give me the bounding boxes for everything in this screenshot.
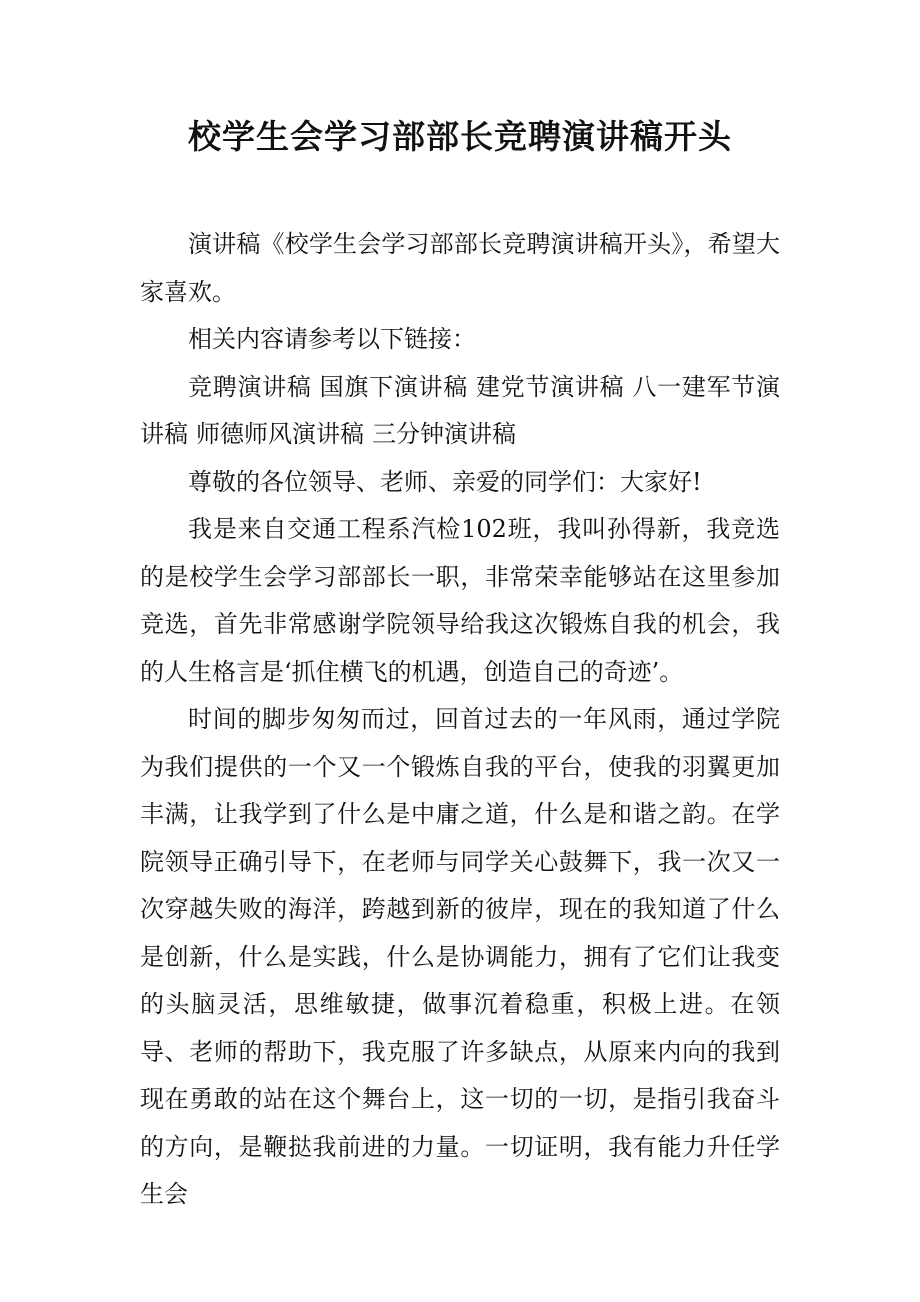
related-links [140,364,780,459]
greeting-paragraph: 尊敬的各位领导、老师、亲爱的同学们：大家好! [188,467,702,496]
document-title: 校学生会学习部部长竞聘演讲稿开头 [188,117,732,156]
link-army-day-speech[interactable]: 八一建军节演讲稿 [140,372,781,448]
link-flag-speech[interactable]: 国旗下演讲稿 [319,372,469,401]
document-body [140,221,780,1219]
link-competition-speech[interactable]: 竞聘演讲稿 [188,372,312,401]
body-paragraph-2: 时间的脚步匆匆而过，回首过去的一年风雨，通过学院为我们提供的一个又一个锻炼自我的平台，使我的羽翼更加丰满，让我学到了什么是中庸之道，什么是和谐之韵。在学院领导正确引导下，在老师与同学关心鼓舞下，我一次又一次穿越失败的海洋，跨越到新的彼岸，现在的我知道了什么是创新，什么是实践，什么是协调能力，拥有了它们让我变的头脑灵活，思维敏捷，做事沉着稳重，积极上进。在领导、老师的帮助下，我克服了许多缺点，从原来内向的我到现在勇敢的站在这个舞台上，这一切的一切，是指引我奋斗的方向，是鞭挞我前进的力量。一切证明，我有能力升任学生会 [140,705,780,1208]
link-three-minute-speech[interactable]: 三分钟演讲稿 [372,420,516,448]
link-party-day-speech[interactable]: 建党节演讲稿 [476,372,625,401]
related-label: 相关内容请参考以下链接： [188,325,476,353]
body-paragraph-1: 我是来自交通工程系汽检102班，我叫孙得新，我竞选的是校学生会学习部部长一职，非常荣幸能够站在这里参加竞选，首先非常感谢学院领导给我这次锻炼自我的机会，我的人生格言是‘抓住横飞的机遇，创造自己的奇迹’。 [140,515,780,686]
link-teacher-ethics-speech[interactable]: 师德师风演讲稿 [196,420,364,448]
intro-paragraph: 演讲稿《校学生会学习部部长竞聘演讲稿开头》，希望大家喜欢。 [140,230,780,306]
